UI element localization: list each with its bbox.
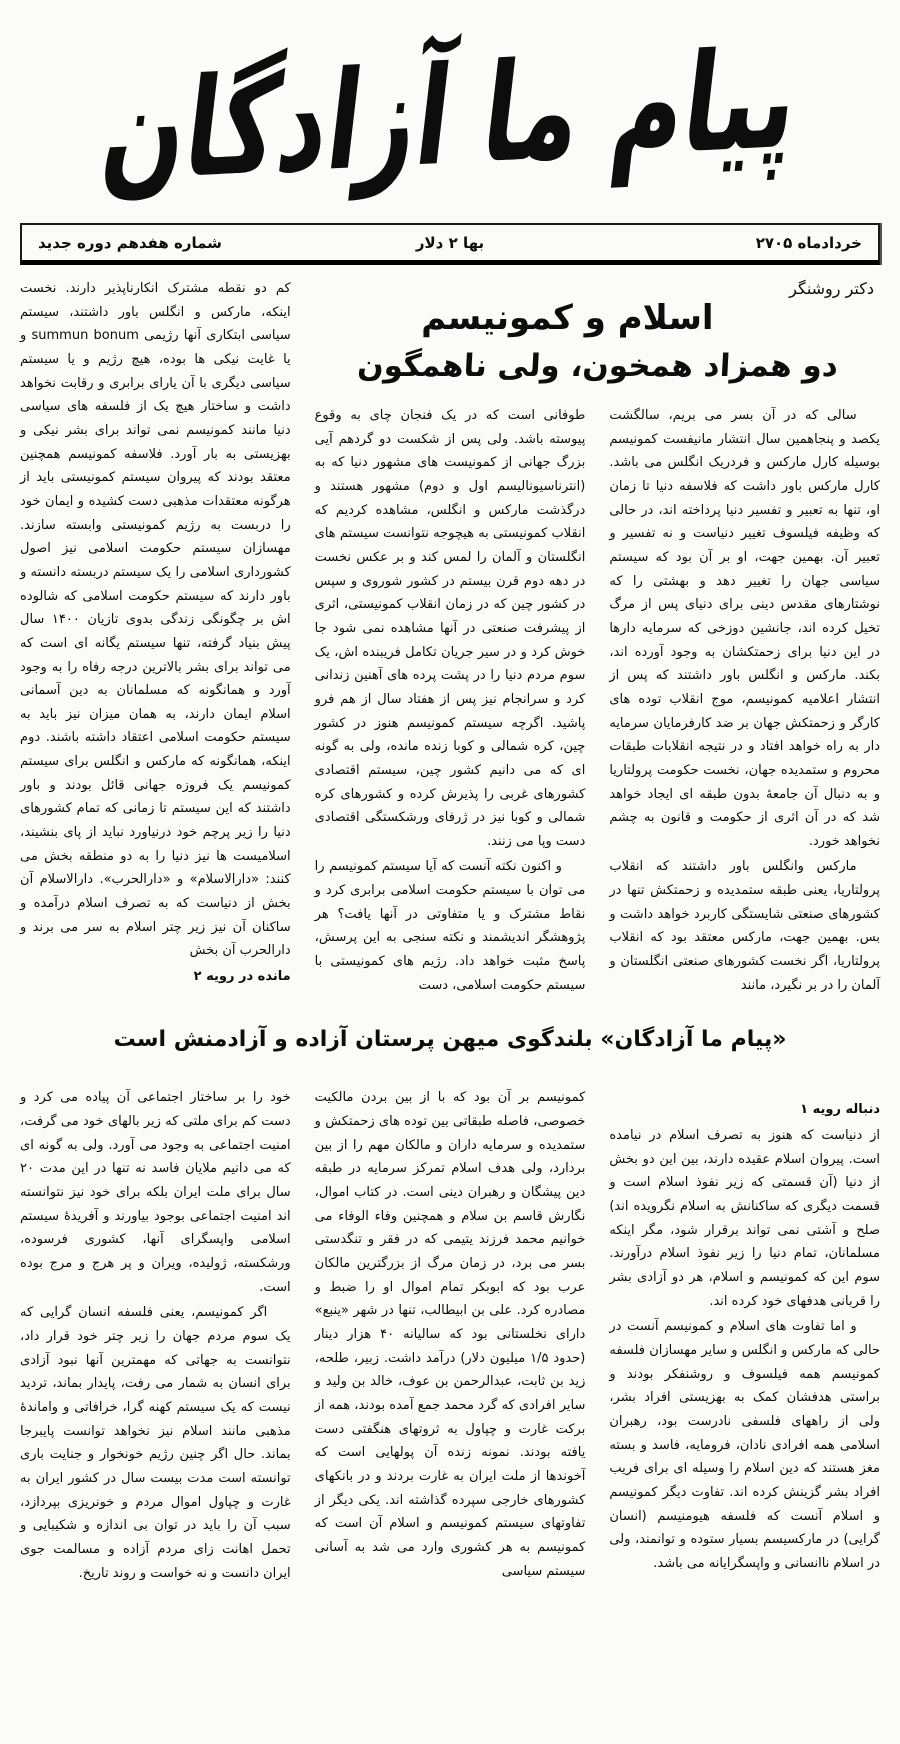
paragraph: طوفانی است که در یک فنجان چای به وقوع پیوسته باشد. ولی پس از شکست دو گردهم آیی بزرگ جهانی از کمونیست های مشهور دنیا که به (انترناسیونالیسم اول و دوم) مشهور هستند و درگذشت مارکس و انگلس، مشاهده کردیم که انقلاب کمونیستی به هیچوجه نتوانست سیستم های انگلستان و آلمان را لمس کند و بر عکس نخست در دهه دوم قرن بیستم در کشور شوروی و سپس در کشور چین که در زمان انقلاب کمونیستی، اثری از پیشرفت صنعتی در آنها مشاهده نمی شود جا خوش کرد و در سیر جریان تکامل فریبنده اش، یک سوم مردم دنیا را در پشت پرده های آهنین زندانی کرد و سرانجام نیز پس از هفتاد سال از هم فرو پاشید. اگرچه سیستم کمونیسم هنوز در کشور چین، کره شمالی و کوبا زنده مانده، ولی به گونه ای که می دانیم کشور چین، سیستم اقتصادی کشورهای غربی را پذیرش کرده و کشورهای کره شمالی و کوبا نیز در ژرفای ورشکستگی اقتصادی دست وپا می زنند. [314,408,586,849]
article-title: اسلام و کمونیسم [421,298,714,338]
article-column-left [20,277,291,997]
continued-from-page-heading: دنباله رویه ۱ [800,1102,880,1118]
continuation-column-left [20,1086,291,1585]
paragraph: و اکنون نکته آنست که آیا سیستم کمونیسم را می توان با سیستم حکومت اسلامی برابری کرد و نقاط مشترک و یا متفاوتی در آنها یافت؟ هر پژوهشگر اندیشمند و نکته سنجی به این پرسش، پاسخ مثبت خواهد داد. رژیم های کمونیستی با سیستم حکومت اسلامی، دست [314,859,586,993]
issue-price: بها ۲ دلار [415,234,485,252]
paragraph: کم دو نقطه مشترک انکارناپذیر دارند. نخست اینکه، مارکس و انگلس باور داشتند، سیستم سیاسی ابتکاری آنها رژیمی summun bonum و یا غایت نیکی ها بوده، هیچ رژیم و یا سیستم سیاسی دیگری با آن یارای برابری و رقابت نخواهد داشت و ساختار هیچ یک از فلسفه های سیاسی دنیا مانند کمونیسم نمی تواند برای بشر نیکی و بهزیستی به بار آورد. فلاسفه کمونیسم همچنین معتقد بودند که پیروان سیستم کمونیستی باید از هرگونه معتقدات مذهبی دست کشیده و ایمان خود را دربست به رژیم کمونیستی وابسته سازند. مهسازان سیستم حکومت اسلامی نیز اصول کشورداری اسلامی را یک سیستم دربسته دانسته و باور دارند که سیستم حکومت اسلامی که شالوده اش بر چگونگی زندگی بدوی تازیان ۱۴۰۰ سال پیش بنیاد گرفته، تنها سیستم یگانه ای است که می تواند برای بشر بالاترین درجه رفاه را به وجود آورد و همانگونه که مسلمانان به دین آسمانی اسلام ایمان دارند، به همان میزان نیز باید به سیستم حکومت اسلامی اعتقاد داشته باشند. دوم اینکه، همانگونه که مارکس و انگلس برای سیستم کمونیسم یک فروزه جهانی قائل بودند و باور داشتند که این سیستم تا زمانی که تمام کشورهای دنیا را زیر پرچم خود درنیاورد نباید از پای بنشیند، اسلامیست ها نیز دنیا را به دو منطقه بخش می کنند: «دارالاسلام» و «دارالحرب». دارالاسلام آن بخش از دنیاست که به تصرف اسلام درآمده و ساکنان آن نیز زیر چتر اسلام به سر می برند و دارالحرب آن بخش [20,281,291,959]
paragraph: مارکس وانگلس باور داشتند که انقلاب پرولتاریا، یعنی طبقه ستمدیده و زحمتکش تنها در کشورهای صنعتی شایستگی کاربرد خواهد داشت و بس. بهمین جهت، مارکس معتقد بود که انقلاب پرولتاریا، اگر نخست کشورهای صنعتی انگلستان و آلمان را در بر نگیرد، مانند [609,859,880,993]
continuation-section [20,1086,880,1585]
newspaper-slogan: «پیام ما آزادگان» بلندگوی میهن پرستان آزاده و آزادمنش است [113,1027,787,1053]
continuation-column-middle [315,1086,586,1585]
article-byline: دکتر روشنگر [789,279,874,298]
paragraph: سالی که در آن بسر می بریم، سالگشت یکصد و پنجاهمین سال انتشار مانیفست کمونیسم بوسیله کارل مارکس و فردریک انگلس می باشد. کارل مارکس باور داشت که فلاسفه دنیا تا زمان او، تنها به تعبیر و تفسیر دنیا پرداخته اند، در حالی که وظیفه فیلسوف تغییر دنیاست و نه تفسیر و تعبیر آن. بهمین جهت، او بر آن بود که سیستم سیاسی جهان را تغییر دهد و بهشتی را که نوشتارهای مقدس دینی برای دنیای پس از مرگ تخیل کرده اند، جانشین دوزخی که سرمایه دارها در این دنیا برای زحمتکشان به وجود آورده اند، بکند. مارکس و انگلس باور داشتند که پس از انتشار اعلامیه کمونیسم، موج انقلاب توده های کارگر و زحمتکش جهان بر ضد کارفرمایان سرمایه دار به راه خواهد افتاد و در نتیجه انقلابات طبقات محروم و ستمدیده جهان، نخست حکومت پرولتاریا و به دنبال آن جامعهٔ بدون طبقه ای ایجاد خواهد شد که در آن اثری از حکومت و قانون به چشم نخواهد خورد. [609,408,880,849]
issue-number: شماره هفدهم دوره جدید [37,234,222,252]
paragraph: خود را بر ساختار اجتماعی آن پیاده می کرد و دست کم برای ملتی که زیر بالهای خود می گرفت، امنیت اجتماعی به وجود می آورد. ولی به گونه ای که می دانیم ملایان فاسد نه تنها در این مدت ۲۰ سال برای ملت ایران بلکه برای خود نیز نتوانسته اند امنیت اجتماعی بوجود بیاورند و آفریدهٔ سیستم اسلامی واپسگرای آنها، کشوری فرسوده، ورشکسته، ژولیده، ویران و پر هرج و مرج بوده است. [20,1090,291,1295]
paragraph: از دنیاست که هنوز به تصرف اسلام در نیامده است. پیروان اسلام عقیده دارند، بین این دو بخش از دنیا (آن قسمتی که زیر نفوذ اسلام است و قسمت دیگری که ساکنانش به اسلام نگرویده اند) صلح و آشتی نمی تواند برقرار شود، مگر اینکه مسلمانان، تمام دنیا را زیر نفوذ اسلام درآورند. سوم این که کمونیسم و اسلام، هر دو آزادی بشر را قربانی هدفهای خود کرده اند. [609,1128,880,1309]
masthead [20,8,880,223]
article-column-middle [315,404,586,997]
issue-date: خردادماه ۲۷۰۵ [755,234,862,252]
continuation-column-right [609,1086,880,1585]
lead-article [20,277,880,997]
issue-info-bar [20,223,880,265]
article-column-right [609,404,880,997]
paragraph: کمونیسم بر آن بود که با از بین بردن مالکیت خصوصی، فاصله طبقاتی بین توده های زحمتکش و ستمدیده و سرمایه داران و مالکان مهم را از بین بردارد، ولی هدف اسلام تمرکز سرمایه در طبقه دین پیشگان و رهبران دینی است. در کتاب اموال، نگارش قاسم بن سلام و همچنین وفاء الوفاء می خوانیم محمد فرزند یتیمی که در فقر و تنگدستی بسر می برد، در زمان مرگ از بزرگترین مالکان عرب بود که ابوبکر تمام اموال او را ضبط و مصادره کرد. علی بن ابیطالب، تنها در شهر «ینبع» دارای نخلستانی بود که سالیانه ۴۰ هزار دینار (حدود ۱/۵ میلیون دلار) درآمد داشت. زبیر، طلحه، زید بن ثابت، عبدالرحمن بن عوف، خالد بن ولید و سایر افرادی که گرد محمد جمع آمده بودند، همه از برکت غارت و چپاول به ثروتهای هنگفتی دست یافته بودند. نمونه زنده آن پولهایی است که آخوندها از ملت ایران به غارت بردند و در بانکهای کشورهای خارجی سپرده گذاشته اند. یکی دیگر از تفاوتهای سیستم کمونیسم و اسلام آن است که کمونیسم به هر کشوری وارد می شد به آسانی سیستم سیاسی [314,1090,586,1579]
newspaper-nameplate: پیام ما آزادگان [94,18,806,213]
paragraph: و اما تفاوت های اسلام و کمونیسم آنست در حالی که مارکس و انگلس و سایر مهسازان فلسفه کمونیسم همه فیلسوف و روشنفکر بودند و براستی هدفشان کمک به بهزیستی افراد بشر، ولی از راههای فلسفی نادرست بود، رهبران اسلامی همه افرادی نادان، فرومایه، فاسد و بسته مغز هستند که دین اسلام را وسیله ای برای فریب افراد بشر گزینش کرده اند. تفاوت دیگر کمونیسم و اسلام آنست که فلسفه هیومنیسم (انسان گرایی) در مارکسیسم بسیار ستوده و توانمند، ولی در اسلام ناانسانی و واپسگرایانه می باشد. [609,1319,880,1571]
continued-on-page-note: مانده در رویه ۲ [193,969,291,985]
paragraph: اگر کمونیسم، یعنی فلسفه انسان گرایی که یک سوم مردم جهان را زیر چتر خود قرار داد، نتوانست به جهاتی که مهمترین آنها نبود آزادی برای انسان به شمار می رفت، پایدار بماند، تردید نیست که یک سیستم کهنه گرا، خرافاتی و واماندهٔ مذهبی مانند اسلام نیز نخواهد توانست پایبرجا بماند. حال اگر چنین رژیم خونخوار و جنایت باری توانسته است مدت بیست سال در کشور ایران به غارت و چپاول اموال مردم و خونریزی بپردازد، سبب آن را باید در توان بی اندازه و شکیبایی و تحمل اهانت زای مردم آزاده و مسالمت جوی ایران دانست و نه خواست و روند تاریخ. [20,1305,291,1581]
article-subtitle: دو همزاد همخون، ولی ناهمگون [356,348,839,384]
article-headline-block [315,277,880,404]
